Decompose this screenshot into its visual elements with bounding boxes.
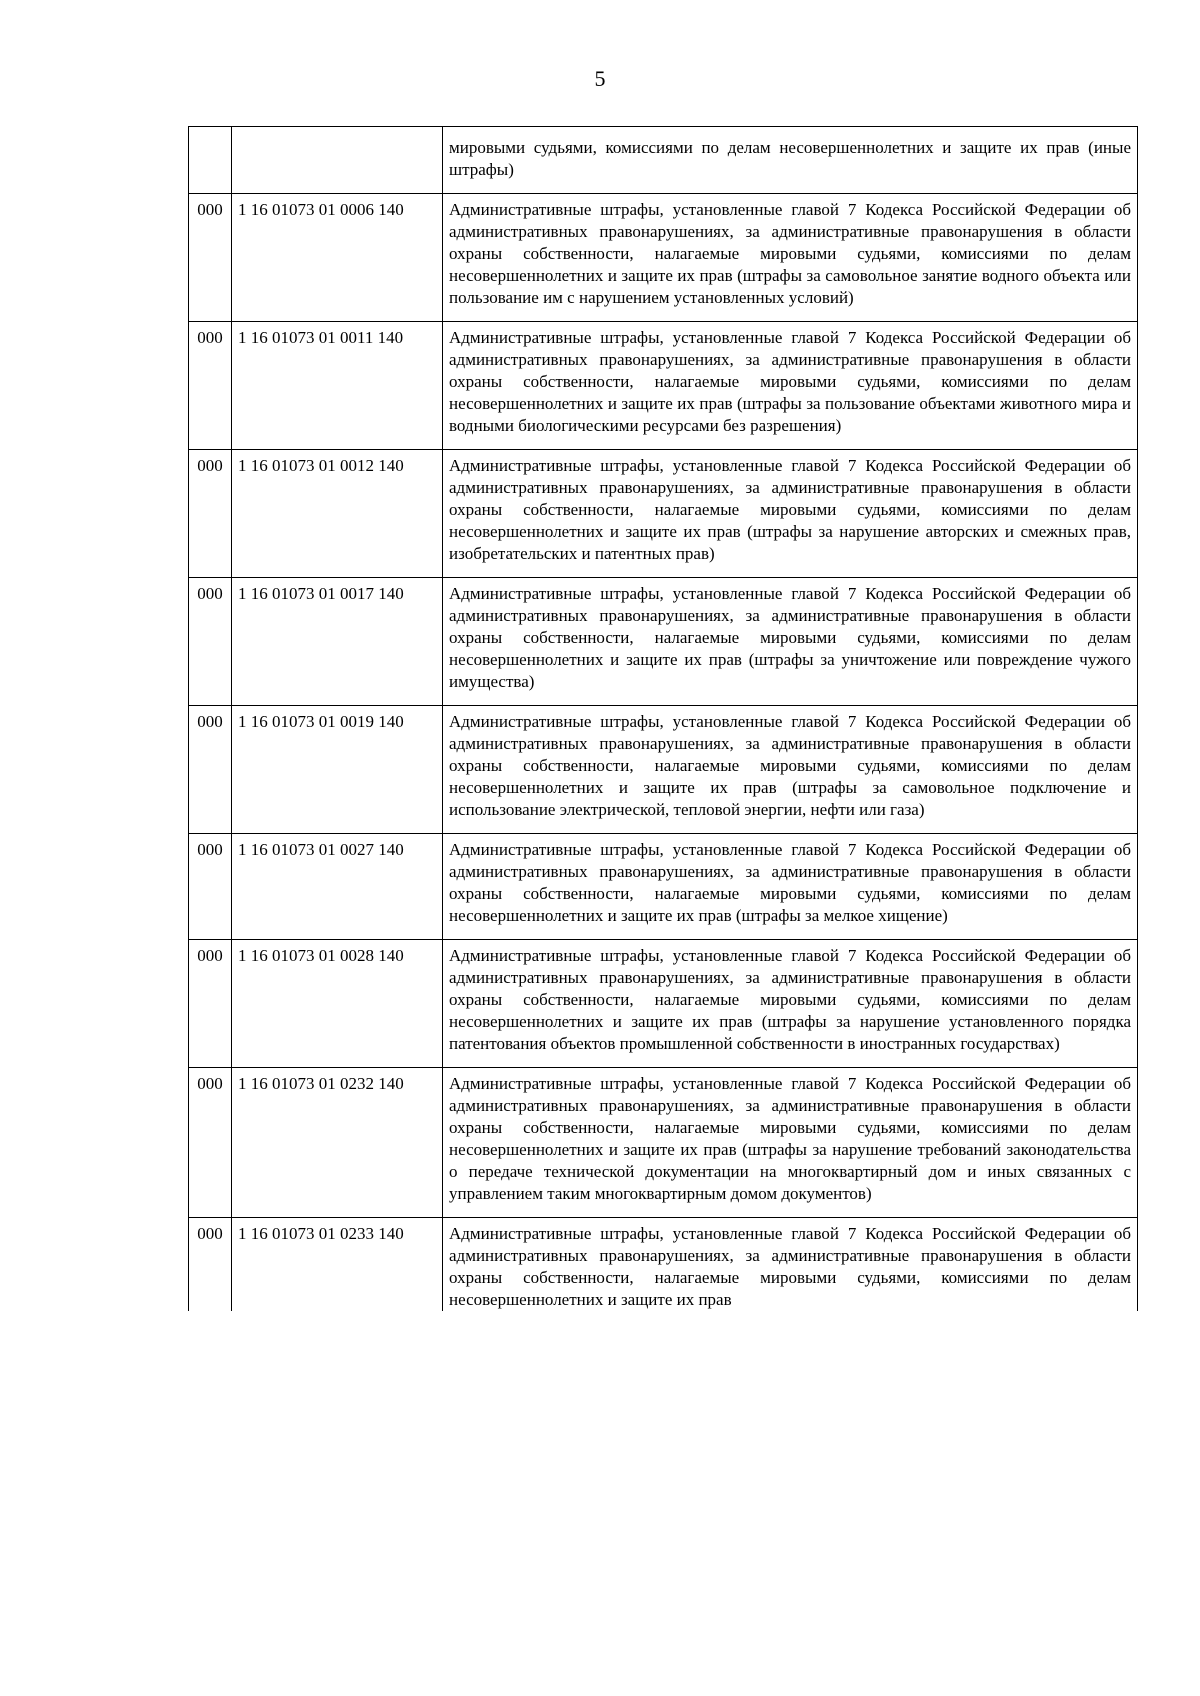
table-row	[189, 450, 1138, 578]
admin-code-cell: 000	[189, 1068, 232, 1218]
admin-code-cell: 000	[189, 706, 232, 834]
description-cell: Административные штрафы, установленные главой 7 Кодекса Российской Федерации об административных правонарушениях, за административные правонарушения в области охраны собственности, налагаемые мировыми судьями, комиссиями по делам несовершеннолетних и защите их прав (штрафы за пользование объектами животного мира и водными биологическими ресурсами без разрешения)	[443, 322, 1138, 450]
table-row	[189, 706, 1138, 834]
budget-code-cell	[232, 127, 443, 194]
budget-code-cell: 1 16 01073 01 0011 140	[232, 322, 443, 450]
admin-code-cell	[189, 127, 232, 194]
description-cell: мировыми судьями, комиссиями по делам несовершеннолетних и защите их прав (иные штрафы)	[443, 127, 1138, 194]
admin-code-cell: 000	[189, 578, 232, 706]
budget-code-cell: 1 16 01073 01 0027 140	[232, 834, 443, 940]
description-cell: Административные штрафы, установленные главой 7 Кодекса Российской Федерации об административных правонарушениях, за административные правонарушения в области охраны собственности, налагаемые мировыми судьями, комиссиями по делам несовершеннолетних и защите их прав (штрафы за самовольное подключение и использование электрической, тепловой энергии, нефти или газа)	[443, 706, 1138, 834]
description-cell: Административные штрафы, установленные главой 7 Кодекса Российской Федерации об административных правонарушениях, за административные правонарушения в области охраны собственности, налагаемые мировыми судьями, комиссиями по делам несовершеннолетних и защите их прав (штрафы за нарушение установленного порядка патентования объектов промышленной собственности в иностранных государствах)	[443, 940, 1138, 1068]
description-cell: Административные штрафы, установленные главой 7 Кодекса Российской Федерации об административных правонарушениях, за административные правонарушения в области охраны собственности, налагаемые мировыми судьями, комиссиями по делам несовершеннолетних и защите их прав	[443, 1218, 1138, 1312]
description-cell: Административные штрафы, установленные главой 7 Кодекса Российской Федерации об административных правонарушениях, за административные правонарушения в области охраны собственности, налагаемые мировыми судьями, комиссиями по делам несовершеннолетних и защите их прав (штрафы за мелкое хищение)	[443, 834, 1138, 940]
budget-code-cell: 1 16 01073 01 0232 140	[232, 1068, 443, 1218]
description-cell: Административные штрафы, установленные главой 7 Кодекса Российской Федерации об административных правонарушениях, за административные правонарушения в области охраны собственности, налагаемые мировыми судьями, комиссиями по делам несовершеннолетних и защите их прав (штрафы за нарушение авторских и смежных прав, изобретательских и патентных прав)	[443, 450, 1138, 578]
table-row	[189, 322, 1138, 450]
budget-code-cell: 1 16 01073 01 0019 140	[232, 706, 443, 834]
budget-classification-table	[188, 126, 1138, 1311]
budget-code-cell: 1 16 01073 01 0233 140	[232, 1218, 443, 1312]
admin-code-cell: 000	[189, 322, 232, 450]
budget-code-cell: 1 16 01073 01 0012 140	[232, 450, 443, 578]
admin-code-cell: 000	[189, 194, 232, 322]
admin-code-cell: 000	[189, 940, 232, 1068]
admin-code-cell: 000	[189, 1218, 232, 1312]
table-row	[189, 127, 1138, 194]
table-row	[189, 834, 1138, 940]
budget-code-cell: 1 16 01073 01 0006 140	[232, 194, 443, 322]
budget-code-cell: 1 16 01073 01 0017 140	[232, 578, 443, 706]
table-row	[189, 1218, 1138, 1312]
table-row	[189, 940, 1138, 1068]
table-row	[189, 1068, 1138, 1218]
admin-code-cell: 000	[189, 834, 232, 940]
table-row	[189, 578, 1138, 706]
page-number: 5	[594, 66, 606, 91]
table-row	[189, 194, 1138, 322]
description-cell: Административные штрафы, установленные главой 7 Кодекса Российской Федерации об административных правонарушениях, за административные правонарушения в области охраны собственности, налагаемые мировыми судьями, комиссиями по делам несовершеннолетних и защите их прав (штрафы за уничтожение или повреждение чужого имущества)	[443, 578, 1138, 706]
budget-code-cell: 1 16 01073 01 0028 140	[232, 940, 443, 1068]
description-cell: Административные штрафы, установленные главой 7 Кодекса Российской Федерации об административных правонарушениях, за административные правонарушения в области охраны собственности, налагаемые мировыми судьями, комиссиями по делам несовершеннолетних и защите их прав (штрафы за нарушение требований законодательства о передаче технической документации на многоквартирный дом и иных связанных с управлением таким многоквартирным домом документов)	[443, 1068, 1138, 1218]
description-cell: Административные штрафы, установленные главой 7 Кодекса Российской Федерации об административных правонарушениях, за административные правонарушения в области охраны собственности, налагаемые мировыми судьями, комиссиями по делам несовершеннолетних и защите их прав (штрафы за самовольное занятие водного объекта или пользование им с нарушением установленных условий)	[443, 194, 1138, 322]
admin-code-cell: 000	[189, 450, 232, 578]
